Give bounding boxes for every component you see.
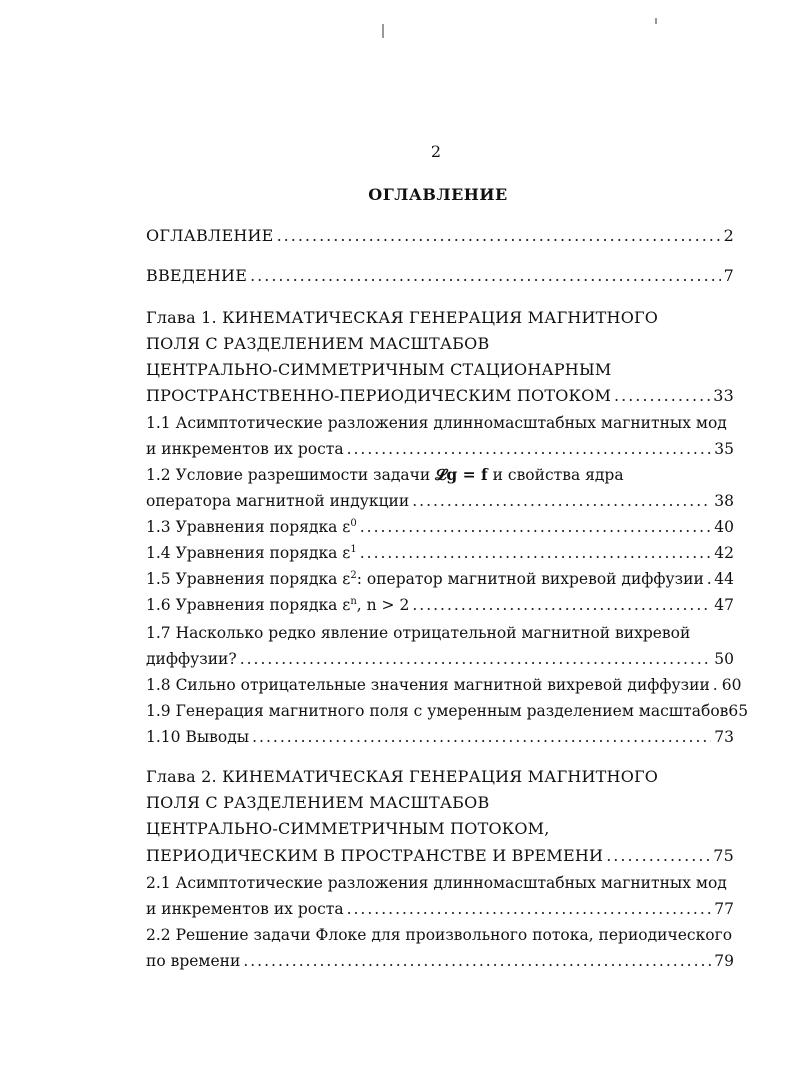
toc-section-1-7[interactable]: 1.7 Насколько редко явление отрицательной магнитной вихревой xyxy=(146,624,691,642)
toc-section-1-2[interactable]: 1.2 Условие разрешимости задачи 𝓛g = f и свойства ядра xyxy=(146,465,624,484)
toc-section-1-8[interactable]: 1.8 Сильно отрицательные значения магнитной вихревой диффузии ..... 60 xyxy=(146,674,734,696)
page-number: 2 xyxy=(430,142,442,161)
chapter-heading-line: ПОЛЯ С РАЗДЕЛЕНИЕМ МАСШТАБОВ xyxy=(146,793,490,812)
chapter-heading-line: ПЕРИОДИЧЕСКИМ В ПРОСТРАНСТВЕ И ВРЕМЕНИ ..... 75 xyxy=(146,845,734,867)
scan-speck xyxy=(655,18,657,24)
equation-lg-f: 𝓛g = f xyxy=(435,465,488,484)
page-title: ОГЛАВЛЕНИЕ xyxy=(368,185,508,204)
toc-section-1-7-cont[interactable]: диффузии? ..... 50 xyxy=(146,648,734,670)
toc-section-1-9[interactable]: 1.9 Генерация магнитного поля с умеренным разделением масштабов 65 xyxy=(146,702,749,720)
toc-section-1-5[interactable]: 1.5 Уравнения порядка $\varepsilon^2$: оператор магнитной вихревой диффузии ..... 44 xyxy=(146,568,734,590)
chapter-heading-line: ПОЛЯ С РАЗДЕЛЕНИЕМ МАСШТАБОВ xyxy=(146,334,490,353)
chapter-heading-line: ПРОСТРАНСТВЕННО-ПЕРИОДИЧЕСКИМ ПОТОКОМ ..... 33 xyxy=(146,385,734,407)
toc-section-1-4[interactable]: 1.4 Уравнения порядка $\varepsilon^1$ ..... 42 xyxy=(146,542,734,564)
toc-section-1-3[interactable]: 1.3 Уравнения порядка $\varepsilon^0$ ..... 40 xyxy=(146,516,734,538)
toc-section-1-10[interactable]: 1.10 Выводы ..... 73 xyxy=(146,726,734,748)
toc-section-1-6[interactable]: 1.6 Уравнения порядка $\varepsilon^n$, n > 2 ..... 47 xyxy=(146,594,734,616)
toc-section-2-2[interactable]: 2.2 Решение задачи Флоке для произвольного потока, периодического xyxy=(146,926,733,944)
toc-section-1-1[interactable]: 1.1 Асимптотические разложения длинномасштабных магнитных мод xyxy=(146,414,727,432)
toc-entry-contents[interactable]: ОГЛАВЛЕНИЕ ..... 2 xyxy=(146,225,734,247)
toc-section-1-2-cont[interactable]: оператора магнитной индукции ..... 38 xyxy=(146,490,734,512)
chapter-heading-line: ЦЕНТРАЛЬНО-СИММЕТРИЧНЫМ ПОТОКОМ, xyxy=(146,819,550,838)
toc-entry-intro[interactable]: ВВЕДЕНИЕ ..... 7 xyxy=(146,265,734,287)
toc-section-2-1-cont[interactable]: и инкрементов их роста ..... 77 xyxy=(146,898,734,920)
toc-section-1-1-cont[interactable]: и инкрементов их роста ..... 35 xyxy=(146,438,734,460)
toc-section-2-2-cont[interactable]: по времени ..... 79 xyxy=(146,950,734,972)
chapter-heading-line: Глава 1. КИНЕМАТИЧЕСКАЯ ГЕНЕРАЦИЯ МАГНИТНОГО xyxy=(146,308,659,327)
toc-section-2-1[interactable]: 2.1 Асимптотические разложения длинномасштабных магнитных мод xyxy=(146,874,727,892)
chapter-heading-line: ЦЕНТРАЛЬНО-СИММЕТРИЧНЫМ СТАЦИОНАРНЫМ xyxy=(146,360,612,379)
scan-speck xyxy=(382,24,384,38)
chapter-heading-line: Глава 2. КИНЕМАТИЧЕСКАЯ ГЕНЕРАЦИЯ МАГНИТНОГО xyxy=(146,767,659,786)
